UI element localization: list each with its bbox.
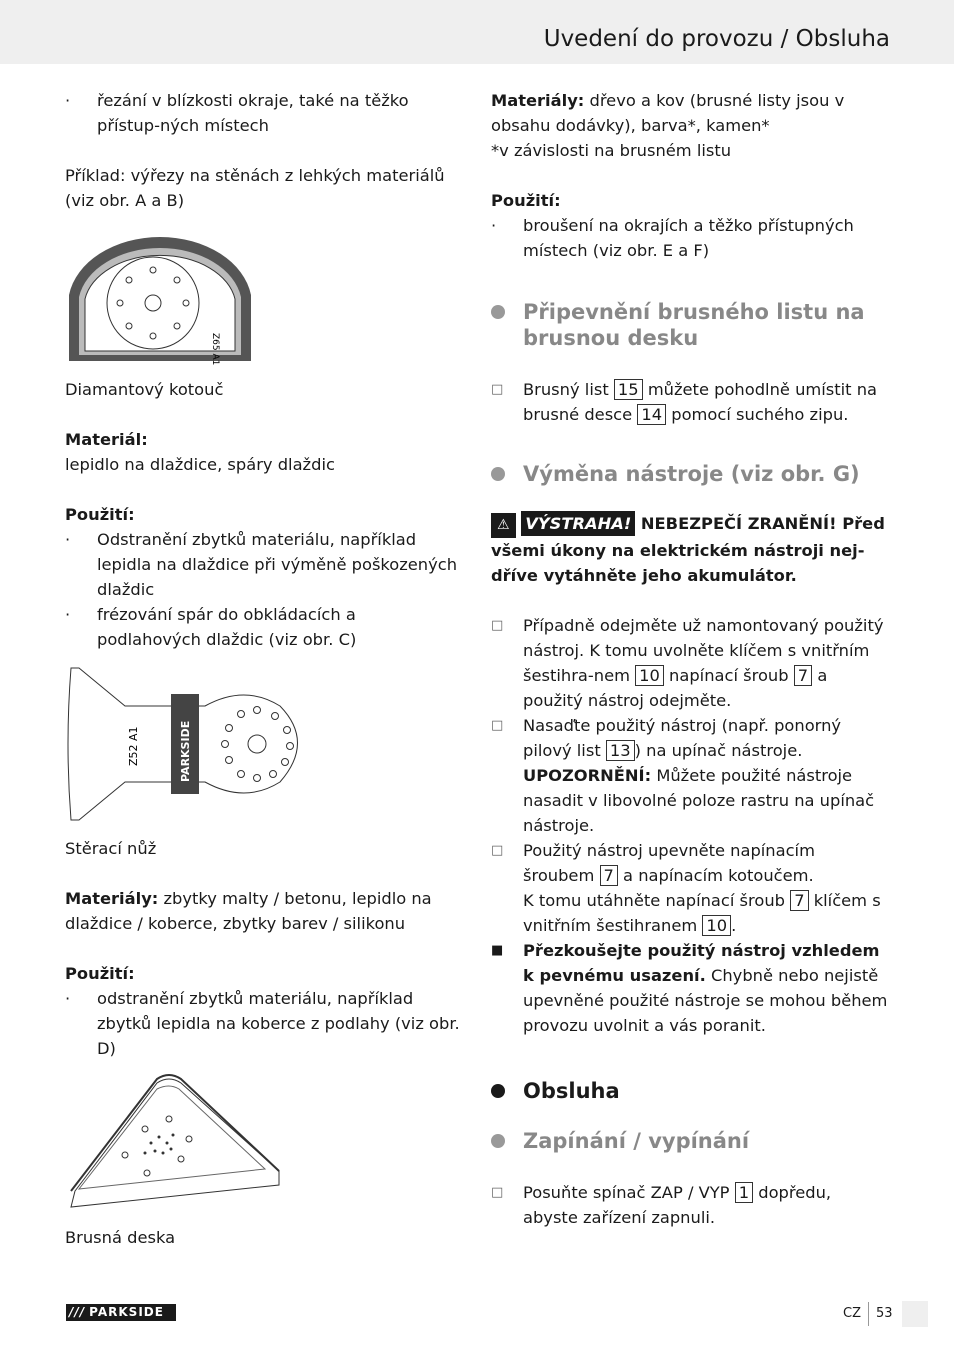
section-heading: Zapínání / vypínání xyxy=(491,1128,891,1154)
brand-logo: /// PARKSIDE xyxy=(66,1304,176,1321)
body-text: lepidlo na dlaždice, spáry dlaždic xyxy=(65,455,335,474)
instruction-item: □ Posuňte spínač ZAP / VYP 1 dopředu, abyste zařízení zapnuli. xyxy=(491,1183,832,1227)
footnote-text: *v závislosti na brusném listu xyxy=(491,141,732,160)
list-item: · broušení na okrajích a těžko přístupných místech (viz obr. E a F) xyxy=(491,216,854,260)
list-item: · Odstranění zbytků materiálu, například lepidla na dlaždice při výměně poškozených dlaždic xyxy=(65,530,458,599)
list-item: · frézování spár do obkládacích a podlahových dlaždic (viz obr. C) xyxy=(65,605,357,649)
section-heading: Připevnění brusného listu na brusnou desku xyxy=(491,299,891,351)
list-item: · odstranění zbytků materiálu, například zbytků lepidla na koberce z podlahy (viz obr. D) xyxy=(65,989,460,1058)
bullet-dot-icon xyxy=(491,1084,505,1098)
subheading: Použití: xyxy=(65,505,135,524)
part-number: 14 xyxy=(637,404,666,425)
fig2-label: Z52 A1 xyxy=(127,726,140,766)
instruction-item: □ Použitý nástroj upevněte napínacím šroubem 7 a napínacím kotoučem. K tomu utáhněte napínací šroub 7 klíčem s vnitřním šestihranem 10 . xyxy=(491,841,881,935)
subheading: Použití: xyxy=(491,191,561,210)
bullet-dot-icon xyxy=(491,467,505,481)
subheading: Materiály: xyxy=(491,91,585,110)
bullet-dot-icon xyxy=(491,1134,505,1148)
subheading: Materiály: xyxy=(65,889,159,908)
diamond-blade-figure xyxy=(65,225,255,365)
part-number: 7 xyxy=(794,665,812,686)
part-number: 10 xyxy=(635,665,664,686)
fig1-label: Z65 A1 xyxy=(210,333,220,365)
warning-triangle-icon: ⚠ xyxy=(491,513,516,538)
bullet-dot-icon xyxy=(491,305,505,319)
section-heading: Výměna nástroje (viz obr. G) xyxy=(491,461,891,487)
subheading: Materiál: xyxy=(65,430,148,449)
body-text: dřevo a kov (brusné listy jsou v obsahu dodávky), barva*, kamen* xyxy=(491,91,845,135)
instruction-item: □ Brusný list 15 můžete pohodlně umístit na brusné desce 14 pomocí suchého zipu. xyxy=(491,380,878,424)
footer-tab xyxy=(902,1301,928,1327)
right-column xyxy=(491,88,891,1230)
instruction-item: ■ Přezkoušejte použitý nástroj vzhledem k pevnému usazení. Chybně nebo nejistě upevněné použité nástroje se mohou během provozu uvolnit a vás poranit. xyxy=(491,941,888,1035)
page-number: 53 xyxy=(876,1306,893,1321)
part-number: 10 xyxy=(702,915,731,936)
left-column xyxy=(65,88,460,1250)
page-header xyxy=(0,0,954,64)
body-text: zbytky malty / betonu, lepidlo na dlaždice / koberce, zbytky barev / silikonu xyxy=(65,889,432,933)
figure-caption: Stěrací nůž xyxy=(65,839,157,858)
part-number: 7 xyxy=(600,865,618,886)
language-code: CZ xyxy=(843,1306,861,1321)
figure-caption: Diamantový kotouč xyxy=(65,380,224,399)
warning-label: VÝSTRAHA! xyxy=(521,511,635,536)
instruction-item: □ Případně odejměte už namontovaný použitý nástroj. K tomu uvolněte klíčem s vnitřním šestihra-nem 10 napínací šroub 7 a použitý nástroj odejměte. xyxy=(491,616,884,710)
sanding-plate-figure xyxy=(65,1073,295,1213)
part-number: 1 xyxy=(735,1182,753,1203)
section-heading: Obsluha xyxy=(491,1078,891,1104)
part-number: 15 xyxy=(614,379,643,400)
page-title: Uvedení do provozu / Obsluha xyxy=(543,26,890,52)
example-text: Příklad: výřezy na stěnách z lehkých materiálů (viz obr. A a B) xyxy=(65,166,445,210)
note-heading: UPOZORNĚNÍ: xyxy=(523,766,652,785)
part-number: 13 xyxy=(606,740,635,761)
part-number: 7 xyxy=(790,890,808,911)
scraper-figure xyxy=(65,664,315,824)
figure-caption: Brusná deska xyxy=(65,1228,176,1247)
warning-notice: ⚠ VÝSTRAHA! NEBEZPEČÍ ZRANĚNÍ! Před všemi úkony na elektrickém nástroji nej-dříve vytáhněte jeho akumulátor. xyxy=(491,511,891,588)
subheading: Použití: xyxy=(65,964,135,983)
instruction-item: □ Nasaďte použitý nástroj (např. ponorný pilový list 13 ) na upínač nástroje. UPOZORNĚNÍ: Můžete použité nástroje nasadit v libovolné poloze rastru na upínač nástroje. xyxy=(491,716,875,835)
fig2-brand: PARKSIDE xyxy=(179,720,192,782)
list-item: · řezání v blízkosti okraje, také na těžko přístup-ných místech xyxy=(65,91,409,135)
footer-divider xyxy=(868,1302,869,1326)
